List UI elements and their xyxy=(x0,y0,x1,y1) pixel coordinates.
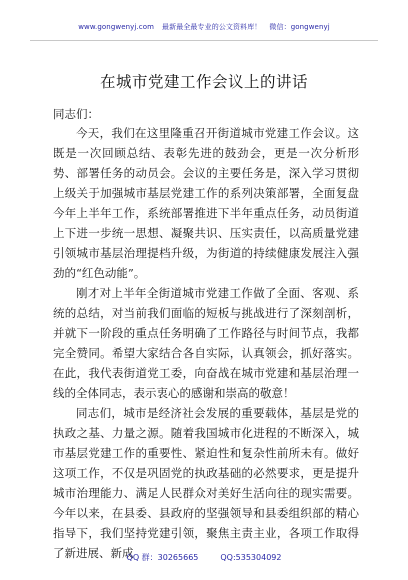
body-paragraph: 刚才对上半年全街道城市党建工作做了全面、客观、系统的总结，对当前我们面临的短板与挑战进行了深刻剖析，并就下一阶段的重点任务明确了工作路径与时间节点，我都完全赞同。希望大家结合各自实际，认真领会，抓好落实。在此，我代表街道党工委，向奋战在城市党建和基层治理一线的全体同志，表示衷心的感谢和崇高的敬意！ xyxy=(53,286,359,400)
body-paragraph: 同志们，城市是经济社会发展的重要载体，基层是党的执政之基、力量之源。随着我国城市化进程的不断深入，城市基层党建工作的重要性、紧迫性和复杂性前所未有。做好这项工作，不仅是巩固党的执政基础的必然要求，更是提升城市治理能力、满足人民群众对美好生活向往的现实需要。今年以来，在县委、县政府的坚强领导和县委组织部的精心指导下，我们坚持党建引领，聚焦主责主业，各项工作取得了新进展、新成 xyxy=(53,406,359,560)
footer-qq-group: QQ 群：30265665 xyxy=(126,553,199,562)
header-website-link[interactable]: www.gongwenyj.com xyxy=(78,23,154,31)
footer-qq: QQ:535304092 xyxy=(220,553,282,562)
header-slogan: 最新最全最专业的公文资料库！ xyxy=(162,23,262,31)
page-footer xyxy=(0,552,408,563)
document-body xyxy=(53,123,359,563)
document-title: 在城市党建工作会议上的讲话 xyxy=(99,73,308,91)
header-divider xyxy=(30,40,378,41)
page-header xyxy=(30,22,378,32)
header-wechat: 微信：gongwenyj xyxy=(269,23,330,31)
body-paragraph: 今天，我们在这里隆重召开街道城市党建工作会议。这既是一次回顾总结、表彰先进的鼓劲会，更是一次分析形势、部署任务的动员会。会议的主要任务是，深入学习贯彻上级关于加强城市基层党建工作的系列决策部署，全面复盘今年上半年工作，系统部署推进下半年重点任务，动员街道上下进一步统一思想、凝聚共识、压实责任，以高质量党建引领城市基层治理提档升级，为街道的持续健康发展注入强劲的“红色动能”。 xyxy=(53,126,359,280)
salutation: 同志们： xyxy=(53,107,99,121)
